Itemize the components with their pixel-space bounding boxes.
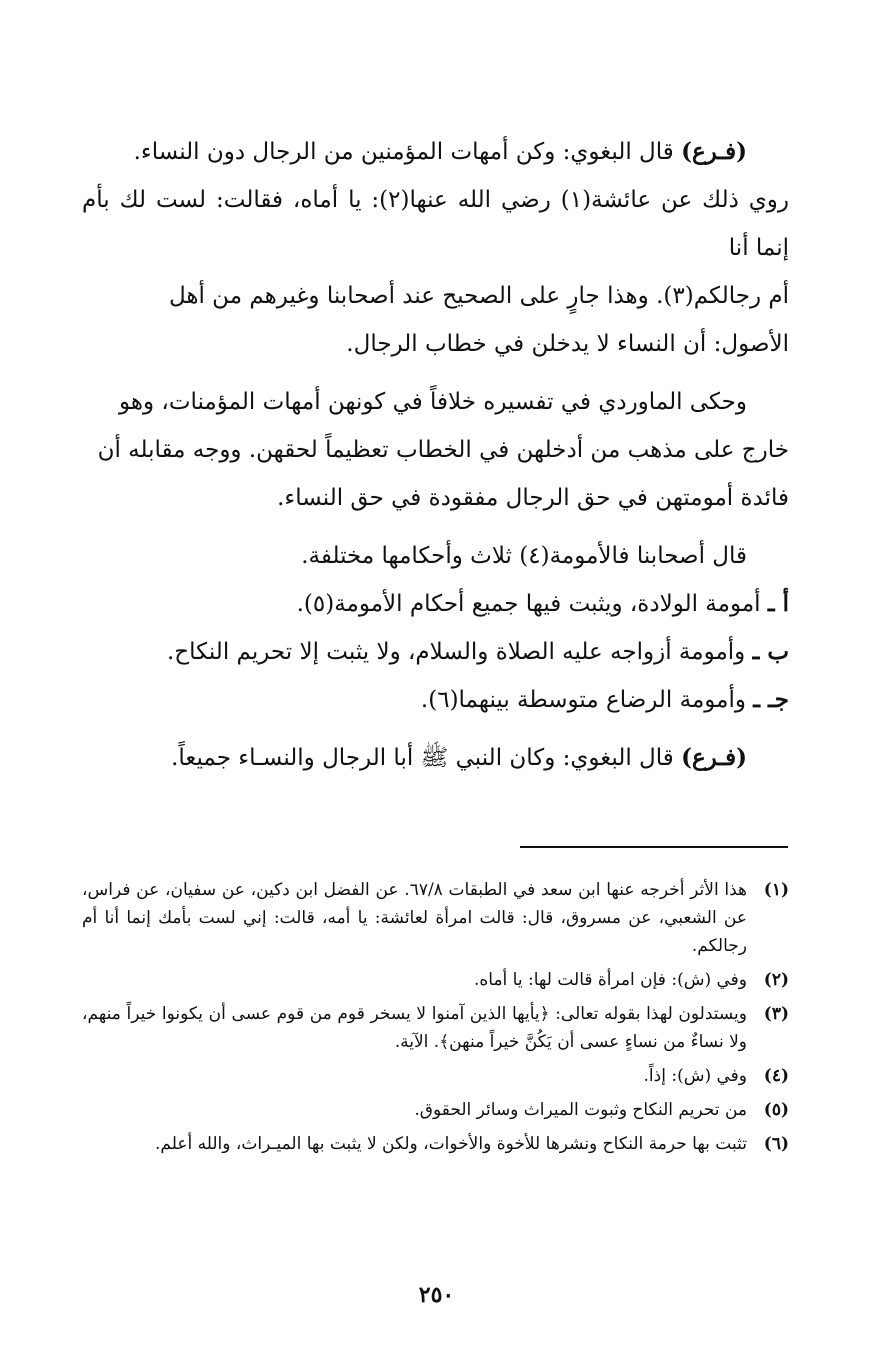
footnote-3: [82, 1000, 789, 1056]
paragraph-1-line-1-text: قال البغوي: وكن أمهات المؤمنين من الرجال دون النساء.: [133, 139, 674, 165]
footnote-5: [82, 1096, 789, 1124]
paragraph-4-line-1-text: قال البغوي: وكان النبي ﷺ أبا الرجال والنسـاء جميعاً.: [171, 745, 674, 771]
main-text: [82, 128, 789, 792]
list-item-c-text: وأمومة الرضاع متوسطة بينهما(٦).: [420, 687, 746, 713]
list-item-a: [82, 580, 789, 628]
footnote-text: تثبت بها حرمة النكاح ونشرها للأخوة والأخوات، ولكن لا يثبت بها الميـراث، والله أعلم.: [155, 1134, 747, 1154]
paragraph-3: [82, 532, 789, 724]
footnote-1: [82, 876, 789, 960]
footnote-text: ويستدلون لهذا بقوله تعالى: ﴿يأيها الذين آمنوا لا يسخر قوم من قوم عسى أن يكونوا خيراً منهم، ولا نساءٌ من نساءٍ عسى أن يَكُنَّ خيراً منهن﴾. الآية.: [82, 1004, 747, 1052]
footnote-text: وفي (ش): فإن امرأة قالت لها: يا أماه.: [473, 970, 747, 990]
list-marker-c: جـ ـ: [753, 686, 789, 713]
paragraph-1-line-4: الأصول: أن النساء لا يدخلن في خطاب الرجال.: [346, 331, 789, 357]
footnote-text: من تحريم النكاح وثبوت الميراث وسائر الحقوق.: [414, 1100, 747, 1120]
paragraph-1-line-1: [82, 128, 789, 176]
paragraph-3-line-1: قال أصحابنا فالأمومة(٤) ثلاث وأحكامها مختلفة.: [301, 543, 747, 569]
footnote-number: (٤): [763, 1066, 789, 1086]
paragraph-1-line-3: أم رجالكم(٣). وهذا جارٍ على الصحيح عند أصحابنا وغيرهم من أهل: [168, 283, 789, 309]
footnote-number: (٥): [763, 1100, 789, 1120]
footnote-text: هذا الأثر أخرجه عنها ابن سعد في الطبقات ٦٧/٨. عن الفضل ابن دكين، عن سفيان، عن فراس، عن الشعبي، عن مسروق، قال: قالت امرأة لعائشة: يا أمه، قالت: إني لست بأمك إنما أنا أم رجالكم.: [82, 880, 747, 956]
list-item-c: [82, 676, 789, 724]
list-marker-b: ب ـ: [752, 638, 789, 665]
footnote-text: وفي (ش): إذاً.: [643, 1066, 747, 1086]
footnote-number: (١): [763, 880, 789, 900]
paragraph-2-line-1: وحكى الماوردي في تفسيره خلافاً في كونهن أمهات المؤمنات، وهو: [118, 389, 747, 415]
page-number: ٢٥٠: [418, 1282, 455, 1308]
paragraph-4-line-1: [82, 734, 789, 782]
list-item-b: [82, 628, 789, 676]
paragraph-1: [82, 128, 789, 368]
paragraph-2: [82, 378, 789, 522]
list-item-b-text: وأمومة أزواجه عليه الصلاة والسلام، ولا يثبت إلا تحريم النكاح.: [167, 639, 746, 665]
paragraph-2-line-3: فائدة أمومتهن في حق الرجال مفقودة في حق النساء.: [277, 485, 789, 511]
footnote-number: (٢): [763, 970, 789, 990]
paragraph-4: [82, 734, 789, 782]
list-item-a-text: أمومة الولادة، ويثبت فيها جميع أحكام الأمومة(٥).: [296, 591, 761, 617]
fara-heading-2: (فـرع): [681, 744, 747, 771]
footnote-number: (٣): [763, 1004, 789, 1024]
footnotes: [82, 876, 789, 1164]
fara-heading: (فـرع): [681, 138, 747, 165]
list-marker-a: أ ـ: [767, 590, 789, 617]
footnote-6: [82, 1130, 789, 1158]
footnote-2: [82, 966, 789, 994]
footnote-number: (٦): [763, 1134, 789, 1154]
paragraph-1-line-2: روي ذلك عن عائشة(١) رضي الله عنها(٢): يا أماه، فقالت: لست لك بأم إنما أنا: [82, 187, 789, 261]
paragraph-2-line-2: خارج على مذهب من أدخلهن في الخطاب تعظيماً لحقهن. ووجه مقابله أن: [97, 437, 789, 463]
footnote-4: [82, 1062, 789, 1090]
footnote-separator: [520, 846, 788, 848]
